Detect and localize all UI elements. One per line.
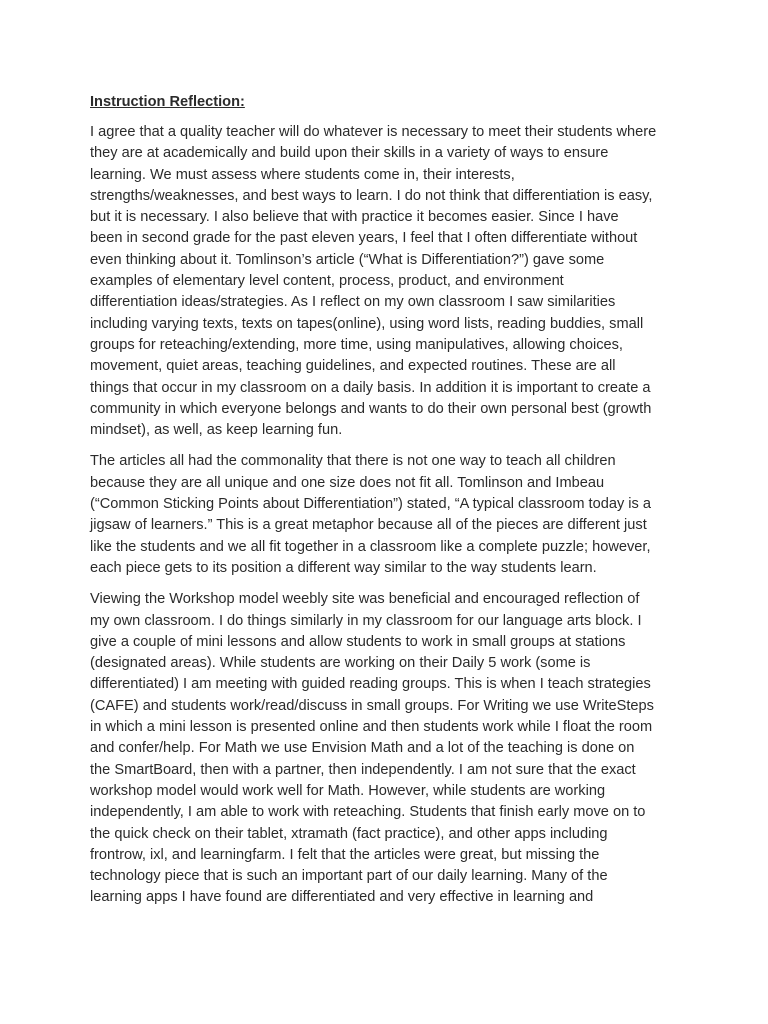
text-line: learning apps I have found are differentiated and very effective in learning and bbox=[90, 889, 594, 906]
text-line: Viewing the Workshop model weebly site was beneficial and encouraged reflection of bbox=[90, 591, 640, 608]
text-line: frontrow, ixl, and learningfarm. I felt that the articles were great, but missing the bbox=[90, 846, 600, 863]
text-line: independently, I am able to work with reteaching. Students that finish early move on to bbox=[90, 804, 646, 821]
text-line: been in second grade for the past eleven years, I feel that I often differentiate without bbox=[90, 230, 638, 247]
text-line: community in which everyone belongs and wants to do their own personal best (growth bbox=[90, 400, 652, 417]
text-line: mindset), as well, as keep learning fun. bbox=[90, 422, 343, 439]
text-line: the quick check on their tablet, xtramath (fact practice), and other apps including bbox=[90, 825, 608, 842]
text-line: (“Common Sticking Points about Differentiation”) stated, “A typical classroom today is a bbox=[90, 496, 652, 513]
text-line: The articles all had the commonality that there is not one way to teach all children bbox=[90, 453, 616, 470]
text-line: differentiated) I am meeting with guided reading groups. This is when I teach strategies bbox=[90, 676, 651, 693]
text-line: even thinking about it. Tomlinson’s article (“What is Differentiation?”) gave some bbox=[90, 251, 605, 268]
text-line: my own classroom. I do things similarly in my classroom for our language arts block. I bbox=[90, 612, 642, 629]
text-line: strengths/weaknesses, and best ways to learn. I do not think that differentiation is easy, bbox=[90, 187, 653, 204]
text-line: and confer/help. For Math we use Envision Math and a lot of the teaching is done on bbox=[90, 740, 635, 757]
text-line: each piece gets to its position a different way similar to the way students learn. bbox=[90, 559, 597, 576]
text-line: like the students and we all fit together in a classroom like a complete puzzle; however, bbox=[90, 538, 651, 555]
text-line: they are at academically and build upon their skills in a variety of ways to ensure bbox=[90, 145, 609, 162]
text-line: workshop model would work well for Math. However, while students are working bbox=[90, 782, 606, 799]
paragraph bbox=[90, 122, 684, 441]
text-line: because they are all unique and one size does not fit all. Tomlinson and Imbeau bbox=[90, 474, 605, 491]
text-line: jigsaw of learners.” This is a great metaphor because all of the pieces are different just bbox=[90, 517, 647, 534]
text-line: groups for reteaching/extending, more time, using manipulatives, allowing choices, bbox=[90, 336, 623, 353]
text-line: in which a mini lesson is presented online and then students work while I float the room bbox=[90, 719, 653, 736]
text-line: movement, quiet areas, teaching guidelines, and expected routines. These are all bbox=[90, 358, 616, 375]
text-line: I agree that a quality teacher will do whatever is necessary to meet their students where bbox=[90, 124, 657, 140]
text-line: learning. We must assess where students come in, their interests, bbox=[90, 166, 515, 183]
text-line: including varying texts, texts on tapes(online), using word lists, reading buddies, small bbox=[90, 315, 644, 332]
paragraph bbox=[90, 451, 684, 579]
text-line: examples of elementary level content, process, product, and environment bbox=[90, 273, 564, 290]
document-heading: Instruction Reflection: bbox=[90, 94, 245, 110]
text-line: give a couple of mini lessons and allow students to work in small groups at stations bbox=[90, 633, 626, 650]
document-body bbox=[90, 92, 684, 919]
text-line: technology piece that is such an important part of our daily learning. Many of the bbox=[90, 868, 608, 885]
text-line: differentiation ideas/strategies. As I reflect on my own classroom I saw similarities bbox=[90, 294, 616, 311]
text-line: the SmartBoard, then with a partner, then independently. I am not sure that the exact bbox=[90, 761, 636, 778]
text-line: (CAFE) and students work/read/discuss in small groups. For Writing we use WriteSteps bbox=[90, 697, 654, 714]
paragraph bbox=[90, 589, 684, 908]
text-line: (designated areas). While students are working on their Daily 5 work (some is bbox=[90, 655, 591, 672]
paragraph-list bbox=[90, 122, 684, 909]
text-line: things that occur in my classroom on a daily basis. In addition it is important to create a bbox=[90, 379, 651, 396]
text-line: but it is necessary. I also believe that with practice it becomes easier. Since I have bbox=[90, 209, 619, 226]
